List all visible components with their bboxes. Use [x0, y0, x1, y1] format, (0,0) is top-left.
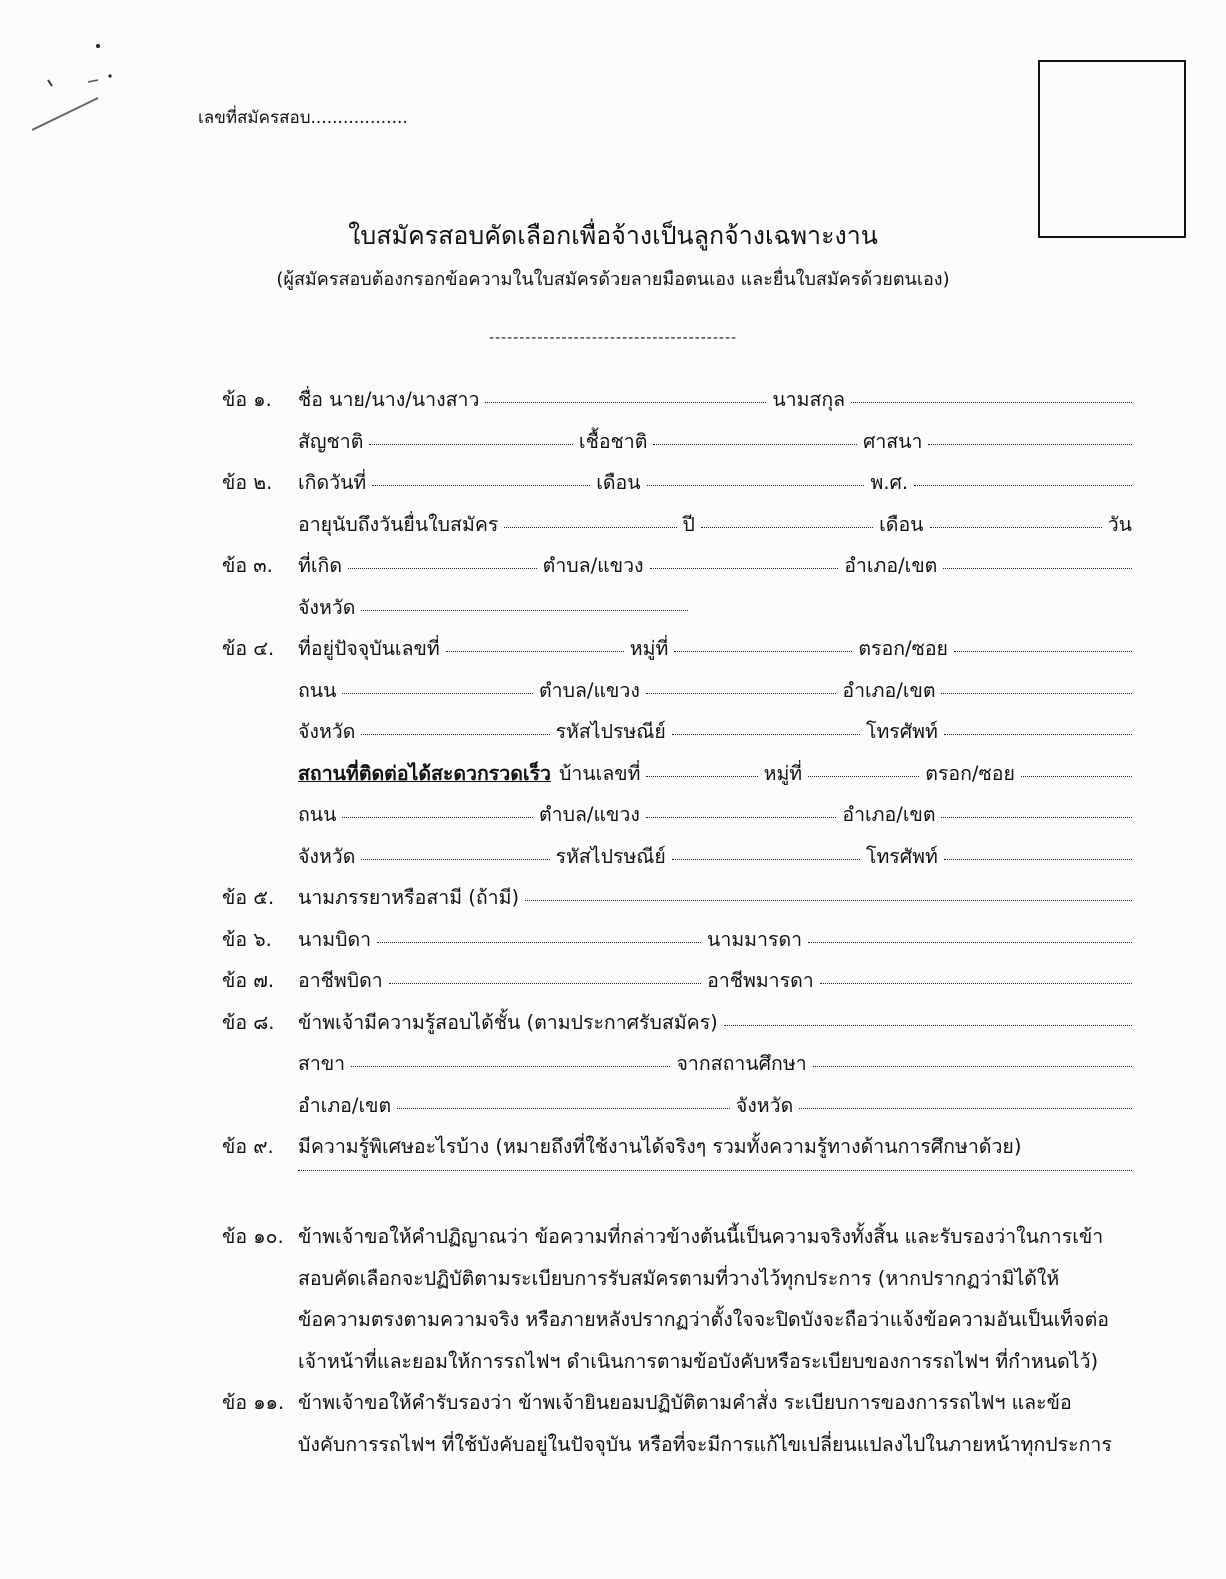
item-prefix: ข้อ [222, 637, 248, 660]
contact-house-field[interactable] [646, 776, 757, 777]
school-label: จากสถานศึกษา [676, 1052, 807, 1075]
subdistrict-label: ตำบล/แขวง [538, 678, 640, 702]
item-prefix: ข้อ [222, 927, 248, 951]
item-3-row-1 [222, 550, 1132, 592]
scan-marks [28, 40, 148, 150]
birth-month-field[interactable] [647, 485, 865, 486]
subdistrict-field[interactable] [646, 693, 837, 694]
contact-district-label: อำเภอ/เขต [842, 803, 936, 826]
item-number: ๒. [253, 471, 273, 494]
birth-day-field[interactable] [372, 485, 590, 486]
contact-moo-field[interactable] [808, 776, 919, 777]
birth-district-field[interactable] [943, 568, 1132, 569]
mother-name-field[interactable] [808, 942, 1132, 943]
item-2-row-2 [222, 509, 1132, 551]
age-days-label: วัน [1107, 512, 1132, 536]
name-label: ชื่อ นาย/นาง/นางสาว [298, 388, 480, 411]
alley-label: ตรอก/ซอย [858, 637, 948, 660]
item-11 [222, 1382, 1132, 1465]
item-9-row-1 [222, 1131, 1132, 1173]
school-district-field[interactable] [397, 1108, 730, 1109]
age-years-label: ปี [682, 512, 695, 536]
item-number: ๑๐. [253, 1225, 284, 1248]
skills-label: มีความรู้พิเศษอะไรบ้าง (หมายถึงที่ใช้งานได้จริงๆ รวมทั้งความรู้ทางด้านการศึกษาด้วย) [298, 1135, 1022, 1158]
birth-province-field[interactable] [361, 610, 688, 611]
surname-label: นามสกุล [772, 388, 846, 411]
item-9-row-2 [222, 1173, 1132, 1215]
page-title: ใบสมัครสอบคัดเลือกเพื่อจ้างเป็นลูกจ้างเฉพาะงาน [348, 221, 878, 250]
contact-phone-field[interactable] [944, 859, 1132, 860]
name-field[interactable] [485, 402, 766, 403]
item-4-row-4 [222, 758, 1132, 800]
nationality-field[interactable] [369, 444, 573, 445]
item-10 [222, 1216, 1132, 1382]
address-no-label: ที่อยู่ปัจจุบันเลขที่ [298, 637, 440, 660]
item-number: ๕. [253, 886, 275, 909]
item-8-row-1 [222, 1007, 1132, 1049]
contact-road-label: ถนน [298, 803, 337, 826]
contact-alley-label: ตรอก/ซอย [925, 761, 1015, 785]
contact-province-label: จังหวัด [298, 844, 356, 868]
mother-name-label: นามมารดา [707, 927, 803, 951]
item-2-row-1 [222, 467, 1132, 509]
item-3-row-2 [222, 592, 1132, 634]
moo-field[interactable] [674, 651, 852, 652]
school-field[interactable] [813, 1066, 1132, 1067]
phone-field[interactable] [944, 734, 1132, 735]
item-1-row-2 [222, 426, 1132, 468]
contact-province-field[interactable] [361, 859, 549, 860]
phone-label: โทรศัพท์ [865, 720, 938, 743]
item-4-row-5 [222, 799, 1132, 841]
contact-place-label: สถานที่ติดต่อได้สะดวกรวดเร็ว [298, 761, 551, 785]
age-label: อายุนับถึงวันยื่นใบสมัคร [298, 512, 499, 536]
moo-label: หมู่ที่ [629, 637, 669, 660]
race-label: เชื้อชาติ [578, 429, 648, 453]
spouse-label: นามภรรยาหรือสามี (ถ้ามี) [298, 886, 520, 909]
photo-box [1038, 60, 1186, 238]
birthplace-field[interactable] [348, 568, 537, 569]
religion-label: ศาสนา [862, 429, 923, 453]
item-number: ๘. [253, 1010, 275, 1034]
father-job-field[interactable] [389, 983, 701, 984]
item-4-row-1 [222, 633, 1132, 675]
item-prefix: ข้อ [222, 471, 248, 494]
age-months-field[interactable] [701, 527, 873, 528]
item-number: ๑๑. [253, 1391, 285, 1414]
item-number: ๖. [253, 927, 272, 951]
separator: ----------------------------------------- [488, 330, 738, 346]
page-subtitle: (ผู้สมัครสอบต้องกรอกข้อความในใบสมัครด้วยลายมือตนเอง และยื่นใบสมัครด้วยตนเอง) [276, 269, 950, 290]
item-8-row-3 [222, 1090, 1132, 1132]
major-field[interactable] [351, 1066, 670, 1067]
contact-house-label: บ้านเลขที่ [559, 761, 641, 785]
alley-field[interactable] [954, 651, 1132, 652]
education-label: ข้าพเจ้ามีความรู้สอบได้ชั้น (ตามประกาศรับสมัคร) [298, 1010, 718, 1034]
contact-alley-field[interactable] [1021, 776, 1132, 777]
contact-district-field[interactable] [941, 817, 1132, 818]
education-field[interactable] [724, 1025, 1132, 1026]
contact-postal-label: รหัสไปรษณีย์ [555, 844, 666, 868]
item-prefix: ข้อ [222, 388, 248, 411]
school-province-label: จังหวัด [735, 1093, 794, 1117]
item-prefix: ข้อ [222, 1391, 248, 1414]
contact-phone-label: โทรศัพท์ [865, 844, 938, 868]
item-prefix: ข้อ [222, 1225, 248, 1248]
road-label: ถนน [298, 678, 337, 702]
birth-district-label: อำเภอ/เขต [844, 554, 938, 577]
birthplace-label: ที่เกิด [298, 554, 342, 577]
item-prefix: ข้อ [222, 1135, 248, 1158]
skills-field[interactable] [298, 1170, 1132, 1171]
district-label: อำเภอ/เขต [842, 678, 936, 702]
item-prefix: ข้อ [222, 1010, 248, 1034]
nationality-label: สัญชาติ [298, 429, 364, 453]
application-number: เลขที่สมัครสอบ.................. [198, 108, 408, 128]
major-label: สาขา [298, 1052, 346, 1075]
birth-day-label: เกิดวันที่ [298, 471, 367, 494]
item-number: ๔. [253, 637, 275, 660]
school-province-field[interactable] [799, 1108, 1132, 1109]
birth-year-label: พ.ศ. [870, 471, 909, 494]
father-name-label: นามบิดา [298, 927, 372, 951]
item-number: ๗. [253, 969, 275, 992]
item-4-row-6 [222, 841, 1132, 883]
mother-job-field[interactable] [820, 983, 1132, 984]
father-name-field[interactable] [377, 942, 701, 943]
postal-field[interactable] [672, 734, 860, 735]
mother-job-label: อาชีพมารดา [707, 969, 814, 992]
contact-moo-label: หมู่ที่ [763, 761, 803, 785]
item-prefix: ข้อ [222, 886, 248, 909]
age-days-field[interactable] [930, 527, 1102, 528]
item-6-row [222, 924, 1132, 966]
item-prefix: ข้อ [222, 969, 248, 992]
birth-subdistrict-field[interactable] [650, 568, 839, 569]
address-no-field[interactable] [446, 651, 624, 652]
province-label: จังหวัด [298, 720, 356, 743]
item-prefix: ข้อ [222, 554, 248, 577]
surname-field[interactable] [851, 402, 1132, 403]
item-number: ๑. [253, 388, 272, 411]
item-4-row-3 [222, 716, 1132, 758]
road-field[interactable] [342, 693, 533, 694]
school-district-label: อำเภอ/เขต [298, 1093, 392, 1117]
postal-label: รหัสไปรษณีย์ [555, 720, 666, 743]
item-7-row [222, 965, 1132, 1007]
contact-postal-field[interactable] [672, 859, 860, 860]
contact-subdistrict-field[interactable] [646, 817, 837, 818]
item-number: ๓. [253, 554, 273, 577]
race-field[interactable] [653, 444, 857, 445]
age-years-field[interactable] [504, 527, 676, 528]
spouse-field[interactable] [525, 900, 1132, 901]
form-body [222, 384, 1132, 1465]
item-5-row [222, 882, 1132, 924]
father-job-label: อาชีพบิดา [298, 969, 383, 992]
province-field[interactable] [361, 734, 549, 735]
declaration-text: ข้าพเจ้าขอให้คำปฏิญาณว่า ข้อความที่กล่าวข้างต้นนี้เป็นความจริงทั้งสิ้น และรับรองว่าในการเข้าสอบคัดเลือกจะปฏิบัติตามระเบียบการรับสมัครตามที่วางไว้ทุกประการ (หากปรากฏว่ามิได้ให้ข้อความตรงตามความจริง หรือภายหลังปรากฏว่าตั้งใจจะปิดบังจะถือว่าแจ้งข้อความอันเป็นเท็จต่อเจ้าหน้าที่และยอมให้การรถไฟฯ ดำเนินการตามข้อบังคับหรือระเบียบของการรถไฟฯ ที่กำหนดไว้) [298, 1225, 1109, 1373]
item-number: ๙. [253, 1135, 274, 1158]
religion-field[interactable] [928, 444, 1132, 445]
item-4-row-2 [222, 675, 1132, 717]
birth-year-field[interactable] [914, 485, 1132, 486]
birth-month-label: เดือน [596, 471, 641, 494]
district-field[interactable] [941, 693, 1132, 694]
contact-road-field[interactable] [342, 817, 533, 818]
item-1-row-1 [222, 384, 1132, 426]
age-months-label: เดือน [879, 512, 924, 536]
certification-text: ข้าพเจ้าขอให้คำรับรองว่า ข้าพเจ้ายินยอมปฏิบัติตามคำสั่ง ระเบียบการของการรถไฟฯ และข้อบังคับการรถไฟฯ ที่ใช้บังคับอยู่ในปัจจุบัน หรือที่จะมีการแก้ไขเปลี่ยนแปลงไปในภายหน้าทุกประการ [298, 1391, 1112, 1456]
birth-province-label: จังหวัด [298, 595, 356, 619]
birth-subdistrict-label: ตำบล/แขวง [542, 554, 644, 577]
item-8-row-2 [222, 1048, 1132, 1090]
contact-subdistrict-label: ตำบล/แขวง [538, 803, 640, 826]
